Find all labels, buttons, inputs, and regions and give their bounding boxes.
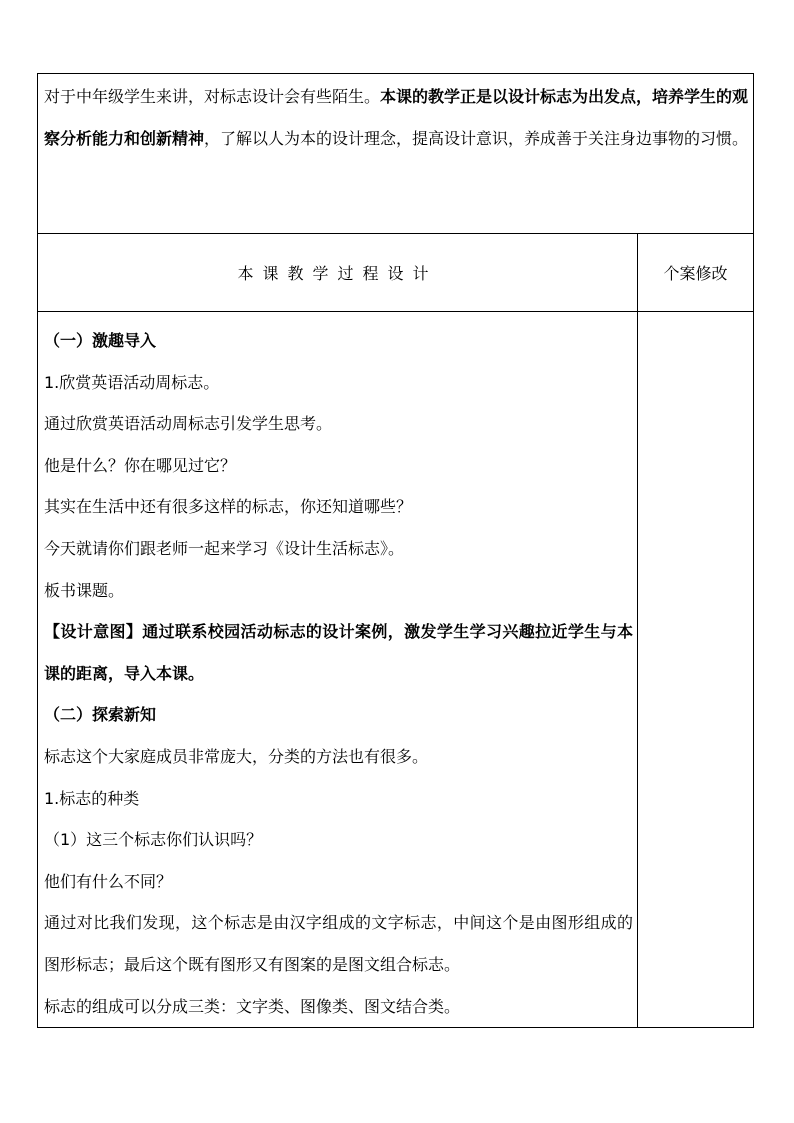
intro-row: [38, 74, 754, 234]
section1-line-5: 今天就请你们跟老师一起来学习《设计生活标志》。: [44, 538, 405, 558]
intro-cell: [38, 74, 754, 234]
process-content-cell: [38, 312, 638, 1028]
section1-line-6: 板书课题。: [44, 580, 125, 600]
header-row: [38, 234, 754, 312]
section2-last-line: 标志的组成可以分成三类：文字类、图像类、图文结合类。: [44, 996, 461, 1016]
section2-line-2: 1.标志的种类: [44, 788, 140, 808]
document-page: [37, 73, 753, 1028]
revision-title: 个案修改: [663, 264, 728, 283]
process-design-title: 本课教学过程设计: [237, 264, 438, 283]
process-design-header: [38, 234, 638, 312]
revision-header: [638, 234, 754, 312]
section1-line-4: 其实在生活中还有很多这样的标志，你还知道哪些？: [44, 497, 413, 517]
section1-line-3: 他是什么？你在哪见过它？: [44, 455, 237, 475]
intro-text-part3: ，了解以人为本的设计理念，提高设计意识，养成善于关注身边事物的习惯。: [204, 129, 749, 148]
intro-text-part1: 对于中年级学生来讲，对标志设计会有些陌生。: [44, 87, 381, 106]
lesson-plan-table: [37, 73, 754, 1028]
section2-line-4: 他们有什么不同？: [44, 871, 173, 891]
content-row: [38, 312, 754, 1028]
section2-line-1: 标志这个大家庭成员非常庞大，分类的方法也有很多。: [44, 746, 429, 766]
design-intent: 【设计意图】通过联系校园活动标志的设计案例，激发学生学习兴趣拉近学生与本课的距离，导入本课。: [44, 622, 633, 683]
section1-line-2: 通过欣赏英语活动周标志引发学生思考。: [44, 414, 333, 434]
section2-title: （二）探索新知: [44, 705, 157, 725]
section2-line-3: （1）这三个标志你们认识吗？: [44, 830, 263, 850]
section1-title: （一）激趣导入: [44, 331, 157, 350]
intro-text-bold: 本课的教学正是以设计标志为出发点，培养学生的观察分析能力和创新精神: [44, 87, 749, 148]
intro-paragraph: [44, 76, 748, 160]
section1-line-1: 1.欣赏英语活动周标志。: [44, 372, 220, 392]
section2-paragraph: 通过对比我们发现，这个标志是由汉字组成的文字标志，中间这个是由图形组成的图形标志；最后这个既有图形又有图案的是图文组合标志。: [44, 913, 633, 974]
revision-cell: [638, 312, 754, 1028]
